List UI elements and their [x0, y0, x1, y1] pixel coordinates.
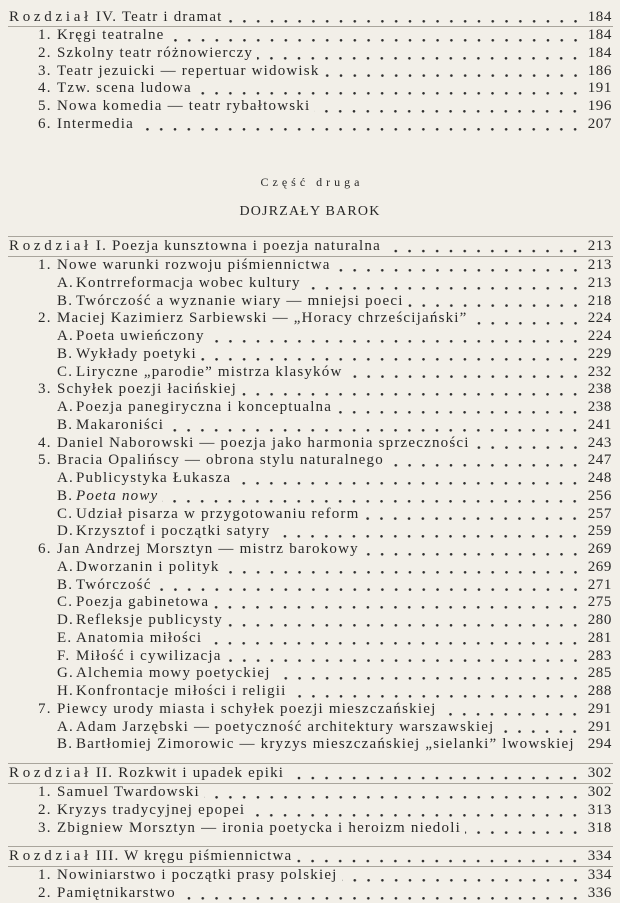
chapter-heading [0, 764, 620, 783]
subentry-title: Poeta nowy [76, 487, 159, 504]
dot-leader [465, 820, 582, 838]
entry-title: Szkolny teatr różnowierczy [57, 44, 254, 61]
entry-marker: 2. [38, 44, 52, 61]
dot-leader [209, 328, 582, 346]
page-number: 218 [587, 292, 612, 309]
entry-title: Piewcy urody miasta i schyłek poezji mieszczańskiej [57, 700, 437, 717]
chapter-heading [0, 237, 620, 256]
dot-leader [342, 867, 582, 885]
dot-leader [579, 736, 582, 754]
subentry-title: Poezja panegiryczna i konceptualna [76, 399, 333, 415]
toc-entry [0, 45, 620, 63]
dot-leader [138, 116, 582, 134]
entry-marker: 4. [38, 80, 52, 97]
page-number: 269 [587, 558, 612, 575]
toc-subentry [0, 683, 620, 701]
entry-marker: 3. [38, 62, 52, 79]
subentry-title: Bartłomiej Zimorowic — kryzys mieszczańskiej „sielanki” lwowskiej [76, 736, 575, 753]
page-number: 213 [587, 274, 612, 291]
chapter-prefix: Rozdział [9, 765, 92, 781]
dot-leader [168, 417, 582, 435]
entry-title: Zbigniew Morsztyn — ironia poetycka i heroizm niedoli [57, 819, 461, 836]
toc-entry [0, 27, 620, 45]
page-number: 184 [587, 27, 612, 43]
page-number: 275 [587, 594, 612, 611]
dot-leader [498, 719, 582, 737]
chapter-block [0, 236, 620, 754]
subentry-title: Alchemia mowy poetyckiej [76, 665, 271, 682]
entry-marker: 6. [38, 115, 52, 132]
toc-entry [0, 701, 620, 719]
page-number: 256 [587, 487, 612, 504]
dot-leader [249, 802, 582, 820]
page-number: 196 [587, 98, 612, 114]
page-number: 334 [587, 848, 612, 865]
subentry-marker: H. [57, 683, 74, 699]
chapter-prefix: Rozdział [9, 238, 92, 254]
toc-subentry [0, 559, 620, 577]
dot-leader [385, 237, 582, 256]
page-number: 302 [587, 784, 612, 800]
entry-title: Jan Andrzej Morsztyn — mistrz barokowy [57, 541, 359, 557]
dot-leader [296, 847, 582, 866]
chapter-title: III. W kręgu piśmiennictwa [95, 848, 293, 865]
page-number: 336 [587, 885, 612, 901]
dot-leader [204, 784, 582, 802]
subentry-marker: B. [57, 345, 74, 362]
dot-leader [288, 764, 582, 783]
toc-entry [0, 452, 620, 470]
dot-leader [363, 506, 582, 524]
page-number: 318 [587, 819, 612, 836]
entry-title: Daniel Naborowski — poezja jako harmonia sprzeczności [57, 434, 470, 451]
page-number: 224 [587, 328, 612, 344]
entry-marker: 5. [38, 452, 52, 469]
subentry-marker: B. [57, 487, 74, 504]
toc-subentry [0, 523, 620, 541]
entry-marker: 6. [38, 541, 52, 557]
dot-leader [291, 683, 582, 701]
dot-leader [305, 275, 582, 293]
subentry-marker: A. [57, 470, 74, 486]
subentry-title: Kontrreformacja wobec kultury [76, 274, 301, 291]
toc-entry [0, 310, 620, 328]
entry-title: Tzw. scena ludowa [57, 80, 192, 97]
subentry-marker: B. [57, 736, 74, 753]
subentry-title: Adam Jarzębski — poetyczność architektury warszawskiej [76, 718, 495, 735]
toc-subentry [0, 506, 620, 524]
page-number: 280 [587, 612, 612, 628]
toc-subentry [0, 665, 620, 683]
page-number: 207 [587, 115, 612, 132]
toc-entry [0, 541, 620, 559]
entry-marker: 1. [38, 784, 52, 800]
part-label: Część druga [260, 175, 364, 189]
toc-subentry [0, 364, 620, 382]
dot-leader [213, 594, 582, 612]
entry-marker: 1. [38, 27, 52, 43]
page-number: 285 [587, 665, 612, 682]
subentry-marker: D. [57, 523, 74, 540]
entry-title: Kręgi teatralne [57, 27, 165, 43]
chapter-block [0, 846, 620, 903]
page-number: 191 [587, 80, 612, 97]
dot-leader [408, 293, 582, 311]
toc-entry [0, 98, 620, 116]
toc-subentry [0, 293, 620, 311]
page-number: 271 [587, 576, 612, 593]
subentry-title: Publicystyka Łukasza [76, 470, 232, 486]
dot-leader [156, 577, 582, 595]
chapter-block [0, 0, 620, 134]
dot-leader [440, 701, 582, 719]
subentry-title: Udział pisarza w przygotowaniu reform [76, 505, 360, 522]
dot-leader [235, 470, 582, 488]
subentry-title: Krzysztof i początki satyry [76, 523, 271, 540]
toc-entry [0, 784, 620, 802]
dot-leader [224, 559, 582, 577]
entry-title: Nowiniarstwo i początki prasy polskiej [57, 867, 338, 884]
dot-leader [227, 612, 582, 630]
chapter-heading [0, 8, 620, 26]
toc-entry [0, 116, 620, 134]
subentry-marker: G. [57, 665, 74, 682]
page-number: 186 [587, 62, 612, 79]
entry-marker: 3. [38, 819, 52, 836]
subentry-title: Miłość i cywilizacja [76, 647, 222, 664]
subentry-marker: C. [57, 363, 74, 380]
subentry-title: Konfrontacje miłości i religii [76, 683, 287, 699]
entry-marker: 2. [38, 801, 52, 818]
page-number: 243 [587, 434, 612, 451]
toc-entry [0, 885, 620, 903]
subentry-title: Wykłady poetyki [76, 345, 197, 362]
entry-marker: 3. [38, 381, 52, 398]
page-number: 281 [587, 629, 612, 646]
chapter-prefix: Rozdział [9, 848, 92, 865]
toc-subentry [0, 399, 620, 417]
subentry-title: Dworzanin i polityk [76, 558, 220, 575]
page-number: 213 [587, 257, 612, 273]
subentry-marker: C. [57, 505, 74, 522]
subentry-title: Twórczość [76, 576, 152, 593]
page-number: 302 [587, 765, 612, 781]
entry-marker: 7. [38, 700, 52, 717]
page-number: 291 [587, 718, 612, 735]
dot-leader [226, 648, 582, 666]
page-number: 238 [587, 399, 612, 415]
entry-marker: 1. [38, 257, 52, 273]
entry-title: Intermedia [57, 115, 134, 132]
page-number: 248 [587, 470, 612, 486]
page-number: 241 [587, 416, 612, 433]
dot-leader [180, 885, 582, 903]
dot-leader [324, 63, 582, 81]
subentry-marker: F. [57, 647, 71, 664]
toc-subentry [0, 612, 620, 630]
toc-entry [0, 867, 620, 885]
toc-subentry [0, 275, 620, 293]
toc-entry [0, 820, 620, 838]
toc-subentry [0, 470, 620, 488]
page-number: 257 [587, 505, 612, 522]
chapter-prefix: Rozdział [9, 9, 92, 25]
toc-entry [0, 257, 620, 275]
entry-title: Nowe warunki rozwoju piśmiennictwa [57, 257, 331, 273]
dot-leader [274, 523, 582, 541]
page-number: 238 [587, 381, 612, 398]
dot-leader [388, 452, 582, 470]
subentry-title: Poeta uwieńczony [76, 328, 205, 344]
toc-entry [0, 381, 620, 399]
dot-leader [162, 488, 582, 506]
dot-leader [335, 257, 582, 275]
entry-marker: 5. [38, 98, 52, 114]
page-number: 283 [587, 647, 612, 664]
entry-marker: 2. [38, 310, 52, 327]
entry-marker: 4. [38, 434, 52, 451]
dot-leader [206, 630, 582, 648]
toc-subentry [0, 488, 620, 506]
page-number: 247 [587, 452, 612, 469]
toc-subentry [0, 417, 620, 435]
subentry-marker: B. [57, 416, 74, 433]
dot-leader [472, 310, 582, 328]
page-number: 224 [587, 310, 612, 327]
dot-leader [241, 381, 582, 399]
page-number: 334 [587, 867, 612, 884]
toc-entry [0, 435, 620, 453]
dot-leader [169, 27, 582, 45]
page-number: 291 [587, 700, 612, 717]
dot-leader [347, 364, 583, 382]
page-number: 259 [587, 523, 612, 540]
page-number: 313 [587, 801, 612, 818]
dot-leader [275, 665, 582, 683]
page-number: 294 [587, 736, 612, 753]
subentry-marker: A. [57, 328, 74, 344]
chapter-block [0, 763, 620, 837]
dot-leader [363, 541, 582, 559]
entry-title: Schyłek poezji łacińskiej [57, 381, 237, 398]
entry-title: Bracia Opalińscy — obrona stylu naturalnego [57, 452, 384, 469]
subentry-marker: A. [57, 399, 74, 415]
subentry-title: Liryczne „parodie” mistrza klasyków [76, 363, 343, 380]
subentry-marker: B. [57, 576, 74, 593]
subentry-title: Twórczość a wyznanie wiary — mniejsi poeci [76, 292, 404, 309]
entry-marker: 2. [38, 885, 52, 901]
chapter-title: I. Poezja kunsztowna i poezja naturalna [95, 238, 381, 254]
subentry-title: Makaroniści [76, 416, 165, 433]
dot-leader [336, 399, 582, 417]
page-number: 184 [587, 44, 612, 61]
toc-subentry [0, 719, 620, 737]
dot-leader [257, 45, 582, 63]
page-number: 288 [587, 683, 612, 699]
toc-subentry [0, 630, 620, 648]
subentry-marker: A. [57, 274, 74, 291]
part-title: DOJRZAŁY BAROK [239, 204, 381, 219]
subentry-marker: B. [57, 292, 74, 309]
chapter-heading [0, 847, 620, 866]
chapter-title: II. Rozkwit i upadek epiki [95, 765, 285, 781]
toc-entry [0, 802, 620, 820]
dot-leader [314, 98, 582, 116]
toc-subentry [0, 577, 620, 595]
page-number: 229 [587, 345, 612, 362]
toc-entry [0, 63, 620, 81]
page-number: 213 [587, 238, 612, 254]
chapter-title: IV. Teatr i dramat [95, 9, 223, 25]
dot-leader [474, 435, 582, 453]
subentry-marker: D. [57, 612, 74, 628]
subentry-marker: A. [57, 558, 74, 575]
page-number: 269 [587, 541, 612, 557]
toc-subentry [0, 594, 620, 612]
subentry-title: Anatomia miłości [76, 629, 203, 646]
dot-leader [227, 8, 582, 26]
subentry-marker: A. [57, 718, 74, 735]
toc-subentry [0, 648, 620, 666]
subentry-title: Refleksje publicysty [76, 612, 223, 628]
entry-title: Kryzys tradycyjnej epopei [57, 801, 246, 818]
toc-subentry [0, 736, 620, 754]
toc-entry [0, 80, 620, 98]
entry-title: Pamiętnikarstwo [57, 885, 176, 901]
dot-leader [196, 80, 582, 98]
entry-title: Samuel Twardowski [57, 784, 200, 800]
part-two-chapters [0, 236, 620, 903]
entry-title: Maciej Kazimierz Sarbiewski — „Horacy chrześcijański” [57, 310, 468, 327]
dot-leader [201, 346, 582, 364]
page-number: 184 [587, 9, 612, 25]
entry-title: Nowa komedia — teatr rybałtowski [57, 98, 311, 114]
entry-marker: 1. [38, 867, 52, 884]
toc-subentry [0, 346, 620, 364]
page-number: 232 [587, 363, 612, 380]
subentry-marker: C. [57, 594, 74, 611]
entry-title: Teatr jezuicki — repertuar widowisk [57, 62, 320, 79]
toc-subentry [0, 328, 620, 346]
subentry-title: Poezja gabinetowa [76, 594, 210, 611]
subentry-marker: E. [57, 629, 73, 646]
